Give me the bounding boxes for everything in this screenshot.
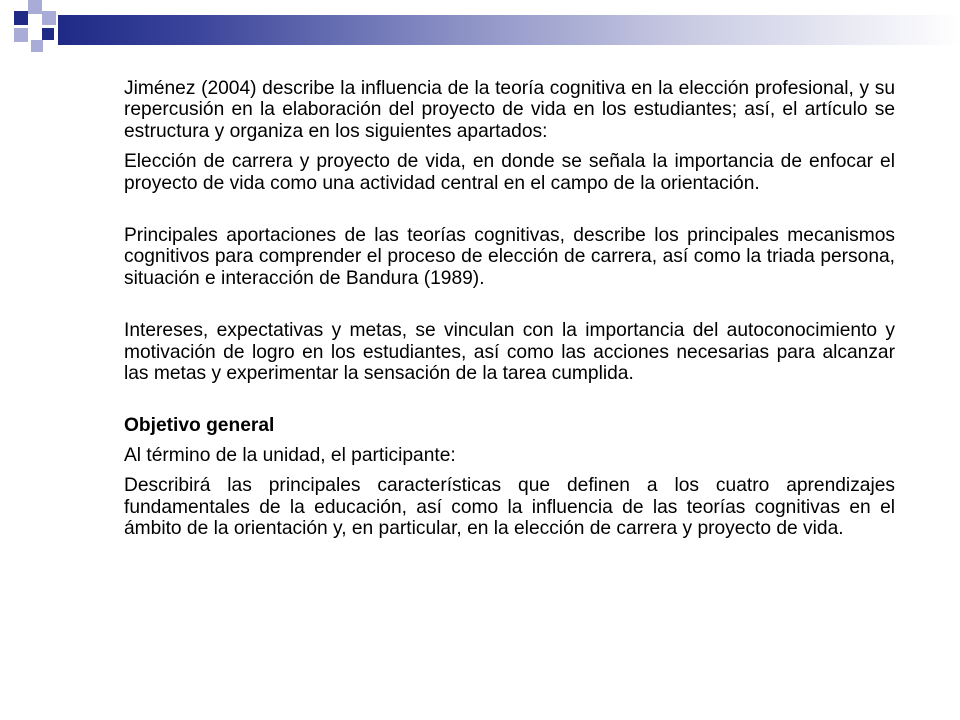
decor-square-light: [14, 28, 28, 42]
objective-intro: Al término de la unidad, el participante:: [124, 444, 456, 466]
objective-heading: Objetivo general: [124, 415, 275, 437]
objective-description: Describirá las principales características que definen a los cuatro aprendizajes fundamentales de la educación, así como la influencia de las teorías cognitivas en el ámbito de la orientación y, en particular, en la elección de carrera y proyecto de vida.: [124, 475, 895, 540]
decor-square-light: [31, 40, 43, 52]
intro-paragraph: Jiménez (2004) describe la influencia de la teoría cognitiva en la elección profesional, y su repercusión en la elaboración del proyecto de vida en los estudiantes; así, el artículo se estructura y organiza en los siguientes apartados:: [124, 78, 895, 142]
slide-header-decoration: [0, 0, 960, 60]
section-paragraph-cognitive-theories: Principales aportaciones de las teorías cognitivas, describe los principales mecanismos cognitivos para comprender el proceso de elección de carrera, así como la triada persona, situación e interacción de Bandura (1989).: [124, 225, 895, 289]
section-paragraph-career-choice: Elección de carrera y proyecto de vida, en donde se señala la importancia de enfocar el proyecto de vida como una actividad central en el campo de la orientación.: [124, 151, 895, 194]
section-paragraph-interests: Intereses, expectativas y metas, se vinculan con la importancia del autoconocimiento y motivación de logro en los estudiantes, así como las acciones necesarias para alcanzar las metas y experimentar la sensación de la tarea cumplida.: [124, 320, 895, 385]
decor-square-dark: [14, 11, 28, 25]
decor-square-dark: [42, 28, 54, 40]
slide-body: [124, 78, 895, 540]
decor-square-light: [28, 0, 42, 14]
decor-square-light: [42, 11, 56, 25]
header-gradient-band: [58, 15, 960, 45]
